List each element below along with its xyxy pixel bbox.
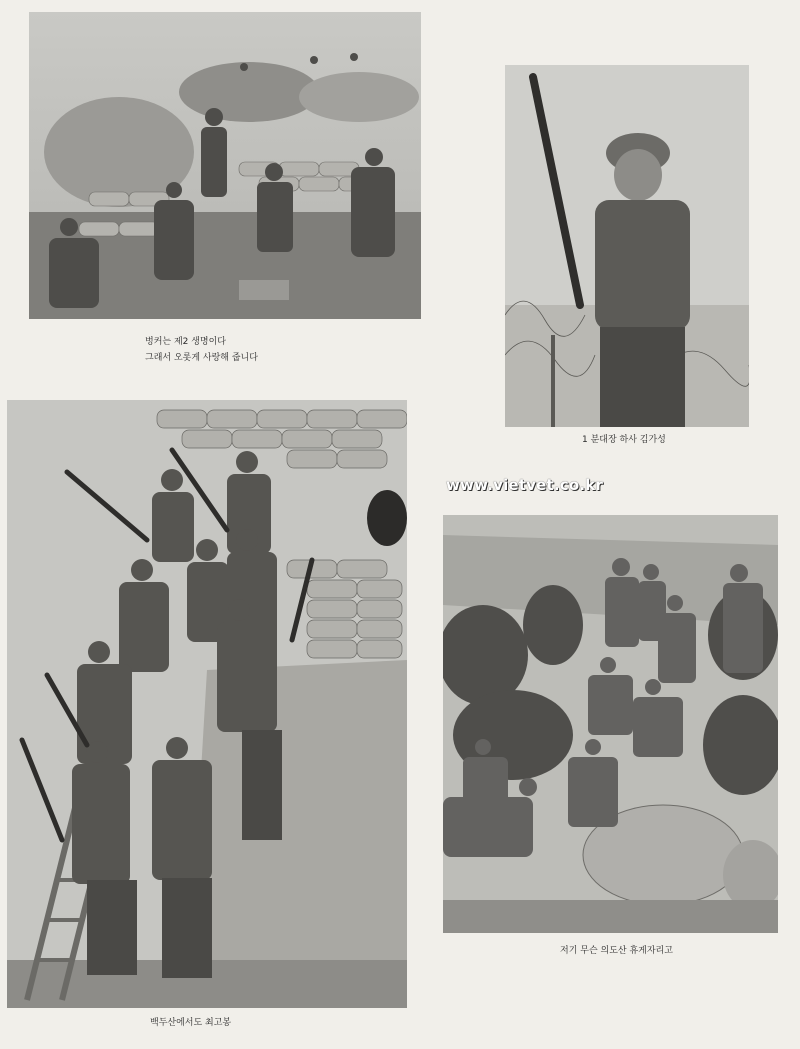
caption-photo2: 1 분대장 하사 김가성 <box>582 435 666 445</box>
photo-squad-leader-portrait <box>505 65 749 427</box>
caption-photo3: 백두산에서도 최고봉 <box>150 1018 232 1028</box>
photo-bunker-group <box>29 12 421 319</box>
photo-group-on-bunker <box>7 400 407 1008</box>
caption-photo1 <box>145 334 258 366</box>
caption-photo4: 저기 무슨 의도산 휴게자리고 <box>560 946 673 956</box>
caption-photo1-line1: 벙커는 제2 생명이다 <box>145 337 227 347</box>
caption-photo1-line2: 그래서 오롯게 사랑해 줍니다 <box>145 353 258 363</box>
site-watermark: www.vietvet.co.kr <box>446 476 604 494</box>
photo-resting-hillside <box>443 515 778 933</box>
